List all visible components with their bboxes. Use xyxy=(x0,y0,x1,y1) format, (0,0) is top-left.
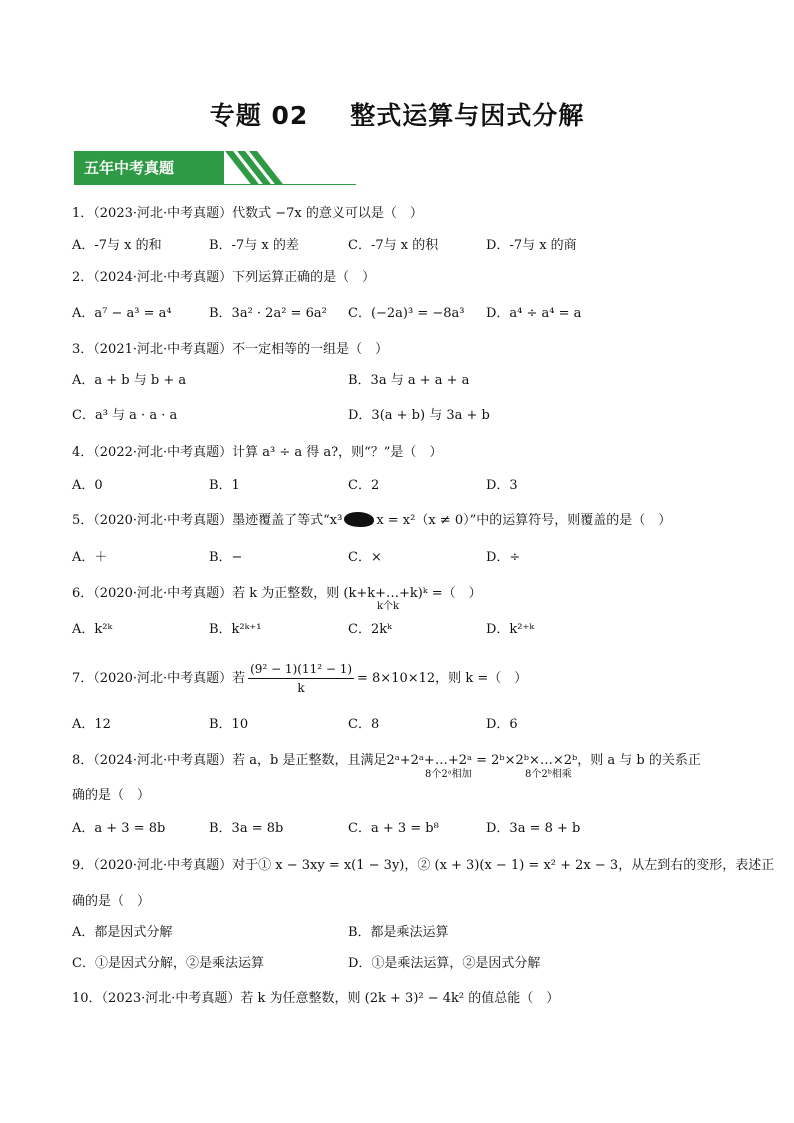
q3-option-d: D．3(a + b) 与 3a + b xyxy=(348,408,490,423)
q7-option-b: B．10 xyxy=(209,717,249,732)
title-topic-name: 整式运算与因式分解 xyxy=(350,101,585,130)
q8-option-a: A．a + 3 = 8b xyxy=(72,821,166,836)
q3-option-b: B．3a 与 a + a + a xyxy=(348,373,470,388)
q9-option-a: A．都是因式分解 xyxy=(72,925,173,940)
q5-option-c: C．× xyxy=(348,550,382,565)
q5-text-after: x = x²（x ≠ 0）”中的运算符号，则覆盖的是（ ） xyxy=(376,513,672,528)
q8-option-d: D．3a = 8 + b xyxy=(486,821,581,836)
q8-option-b: B．3a = 8b xyxy=(209,821,284,836)
q8-text-before: 8．（2024·河北·中考真题）若 a，b 是正整数，且满足 xyxy=(72,753,387,768)
q4-option-a: A．0 xyxy=(72,478,103,493)
q6-option-a: A．k²ᵏ xyxy=(72,622,113,637)
q1-option-d: D．-7与 x 的商 xyxy=(486,238,577,253)
q2-option-a: A．a⁷ − a³ = a⁴ xyxy=(72,306,172,321)
title-topic-number: 专题 02 xyxy=(209,101,309,130)
section-underline xyxy=(74,184,356,185)
q9-option-b: B．都是乘法运算 xyxy=(348,925,449,940)
q1-option-a: A．-7与 x 的和 xyxy=(72,238,162,253)
q6-option-c: C．2kᵏ xyxy=(348,622,392,637)
q4-option-b: B．1 xyxy=(209,478,240,493)
q5-option-a: A．＋ xyxy=(72,550,108,565)
q7-denominator: k xyxy=(297,681,305,695)
question-9: 9．（2020·河北·中考真题）对于① x − 3xy = x(1 − 3y)，② (x + 3)(x − 1) = x² + 2x − 3，从左到右的变形，表述正 xyxy=(72,858,775,873)
question-4: 4．（2022·河北·中考真题）计算 a³ ÷ a 得 a?，则“？”是（ ） xyxy=(72,445,443,460)
question-10: 10．（2023·河北·中考真题）若 k 为任意整数，则 (2k + 3)² − 4k² 的值总能（ ） xyxy=(72,991,560,1006)
q7-numerator: (9² − 1)(11² − 1) xyxy=(248,660,354,679)
q6-underbrace-note: k个k xyxy=(377,601,400,612)
q1-option-c: C．-7与 x 的积 xyxy=(348,238,439,253)
q3-option-a: A．a + b 与 b + a xyxy=(72,373,187,388)
q2-option-c: C．(−2a)³ = −8a³ xyxy=(348,306,465,321)
question-7 xyxy=(72,660,527,697)
q9-option-c: C．①是因式分解，②是乘法运算 xyxy=(72,956,264,971)
q7-option-a: A．12 xyxy=(72,717,111,732)
question-1: 1．（2023·河北·中考真题）代数式 −7x 的意义可以是（ ） xyxy=(72,206,423,221)
section-header xyxy=(74,151,356,185)
q8-note-right: 8个2ᵇ相乘 xyxy=(525,769,572,780)
ink-blot-image xyxy=(344,512,374,527)
question-5 xyxy=(72,512,671,530)
q4-option-c: C．2 xyxy=(348,478,380,493)
q7-option-d: D．6 xyxy=(486,717,518,732)
question-6: 6．（2020·河北·中考真题）若 k 为正整数，则 (k+k+…+k)ᵏ =（ ） xyxy=(72,586,482,601)
q3-option-c: C．a³ 与 a · a · a xyxy=(72,408,178,423)
q7-text-after: = 8×10×12，则 k =（ ） xyxy=(357,671,528,686)
q6-option-d: D．k²⁺ᵏ xyxy=(486,622,535,637)
q2-option-d: D．a⁴ ÷ a⁴ = a xyxy=(486,306,582,321)
question-9-line-2: 确的是（ ） xyxy=(72,894,151,909)
q6-option-b: B．k²ᵏ⁺¹ xyxy=(209,622,262,637)
q9-option-d: D．①是乘法运算，②是因式分解 xyxy=(348,956,541,971)
q8-expression: 2ᵃ+2ᵃ+…+2ᵃ = 2ᵇ×2ᵇ×…×2ᵇ xyxy=(386,753,578,768)
q5-text-before: 5．（2020·河北·中考真题）墨迹覆盖了等式“x³ xyxy=(72,513,343,528)
section-label: 五年中考真题 xyxy=(84,159,175,177)
q7-fraction xyxy=(248,660,354,697)
q4-option-d: D．3 xyxy=(486,478,518,493)
q7-text-before: 7．（2020·河北·中考真题）若 xyxy=(72,671,246,686)
q5-option-d: D．÷ xyxy=(486,550,521,565)
q5-option-b: B．− xyxy=(209,550,243,565)
question-8-line-2: 确的是（ ） xyxy=(72,788,151,803)
question-3: 3．（2021·河北·中考真题）不一定相等的一组是（ ） xyxy=(72,342,389,357)
q8-note-left: 8个2ᵃ相加 xyxy=(425,769,472,780)
q8-option-c: C．a + 3 = b⁸ xyxy=(348,821,439,836)
q7-option-c: C．8 xyxy=(348,717,380,732)
question-2: 2．（2024·河北·中考真题）下列运算正确的是（ ） xyxy=(72,270,376,285)
q8-text-after: ，则 a 与 b 的关系正 xyxy=(577,753,701,768)
page-title xyxy=(0,96,794,132)
question-8 xyxy=(72,752,701,770)
q2-option-b: B．3a² · 2a² = 6a² xyxy=(209,306,327,321)
q1-option-b: B．-7与 x 的差 xyxy=(209,238,299,253)
